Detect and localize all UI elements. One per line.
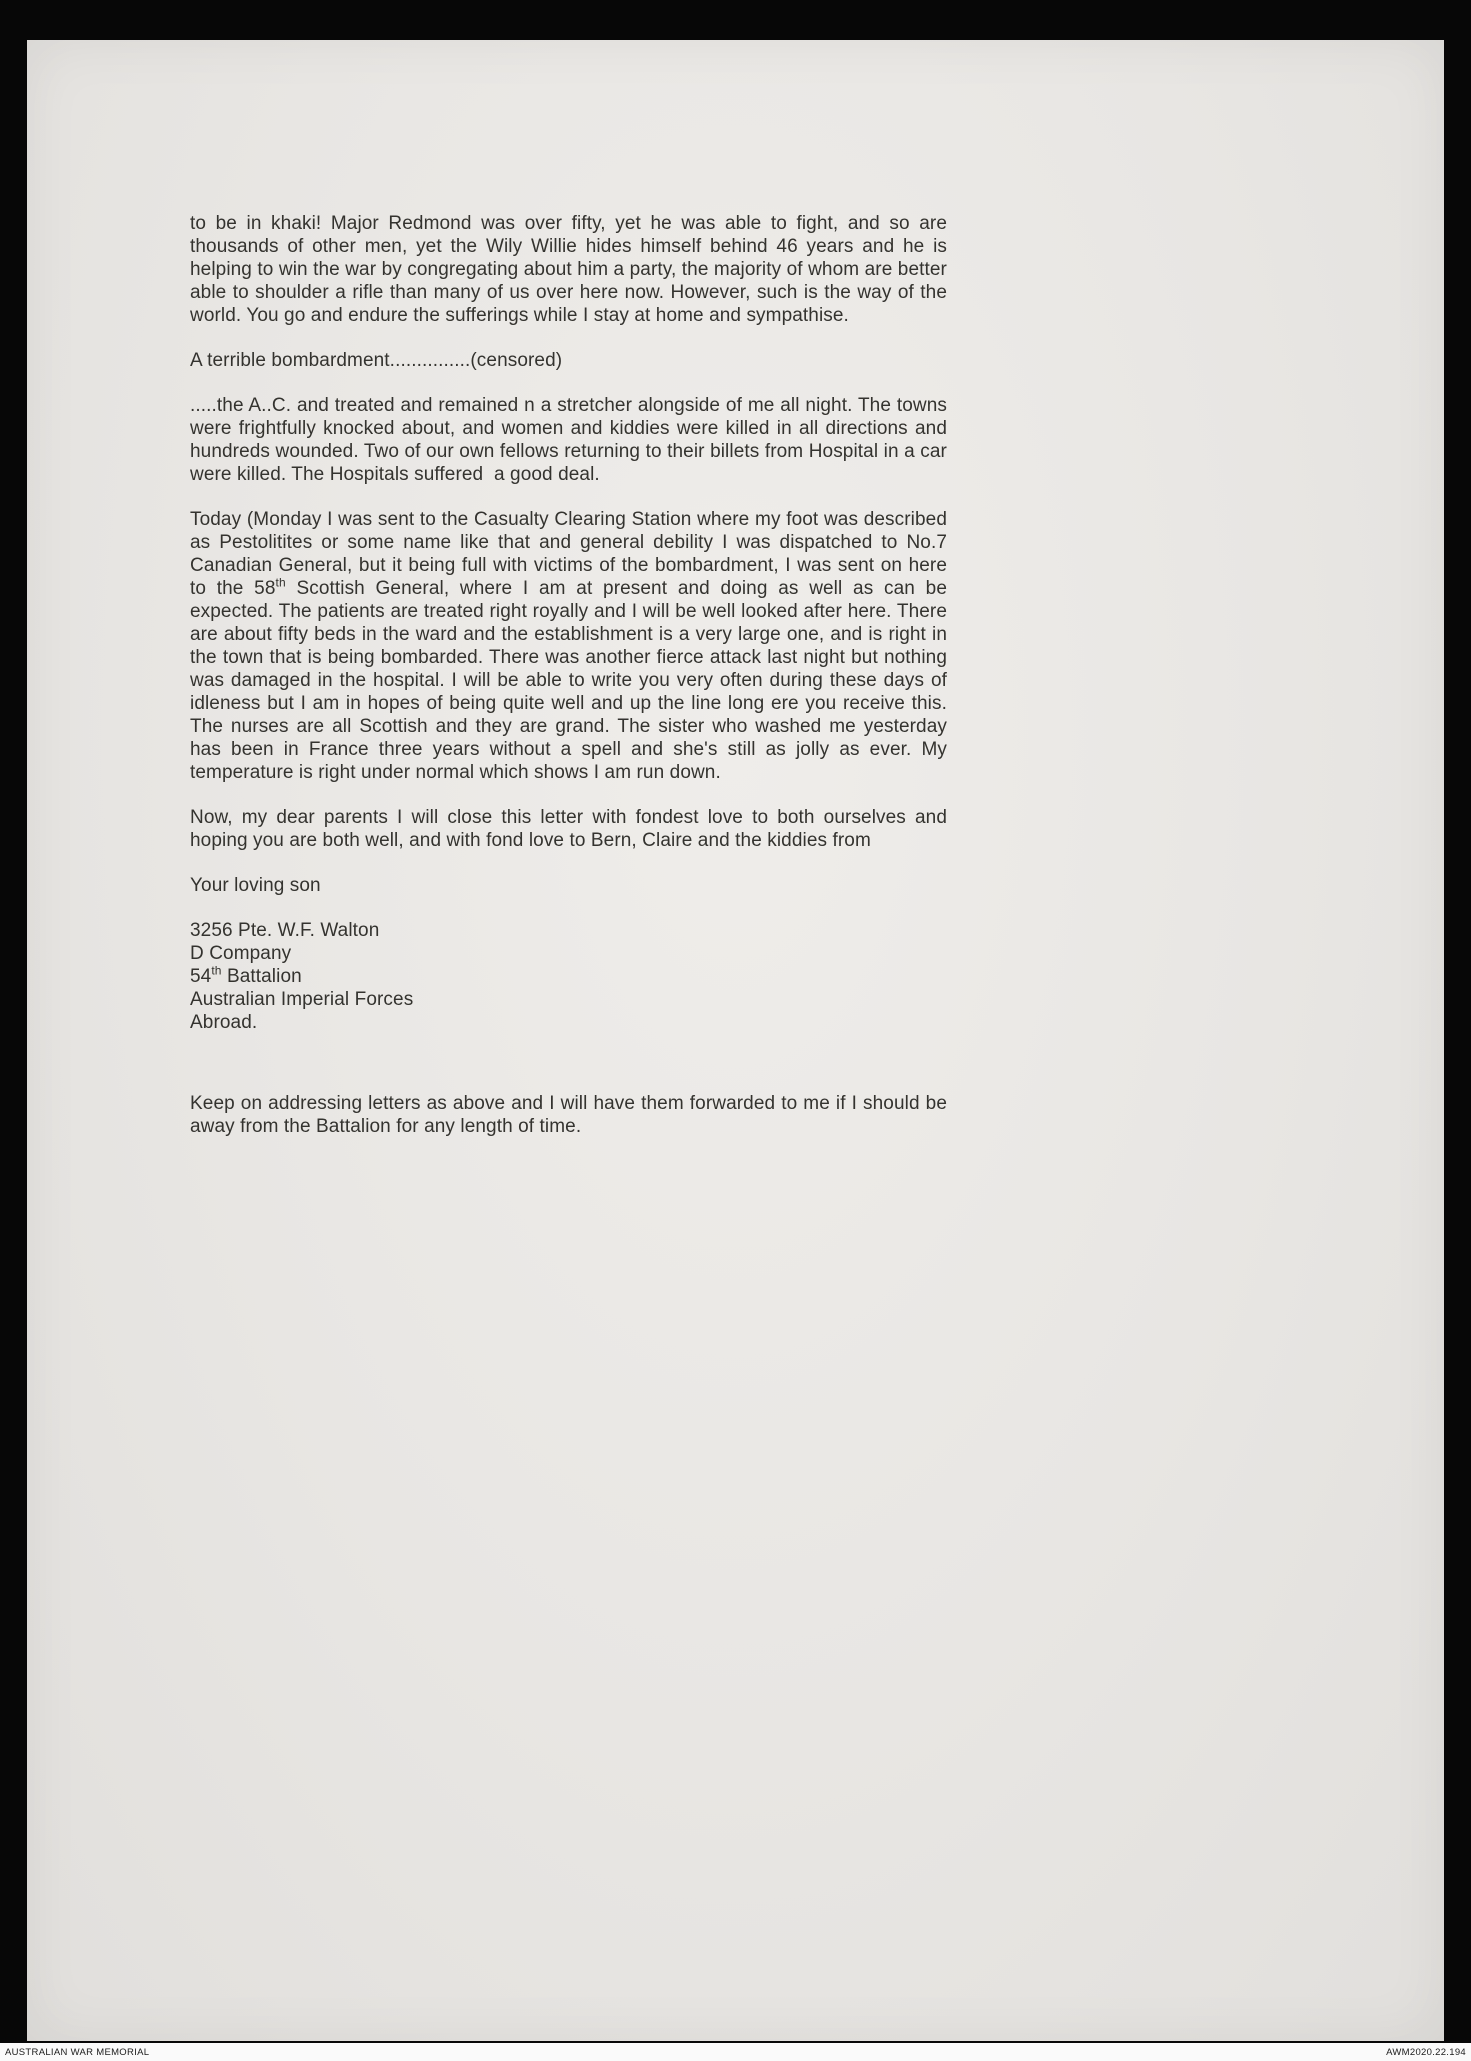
paragraph-4-text-before-superscript: Today (Monday I was sent to the Casualty Clearing Station where my foot was described as Pestolitites or some name like that and general debility I was dispatched to No.7 Canadian General, but it being full with victims of the bombardment, I was sent on here to the 58 bbox=[190, 509, 947, 599]
battalion-number: 54 bbox=[190, 966, 212, 987]
paragraph-4-text-after-superscript: Scottish General, where I am at present and doing as well as can be expected. The patients are treated right royally and I will be well looked after here. There are about fifty beds in the ward and the establishment is a very large one, and is right in the town that is being bombarded. There was another fierce attack last night but nothing was damaged in the hospital. I will be able to write you very often during these days of idleness but I am in hopes of being quite well and up the line long ere you receive this. The nurses are all Scottish and they are grand. The sister who washed me yesterday has been in France three years without a spell and she's still as jolly as ever. My temperature is right under normal which shows I am run down. bbox=[190, 578, 947, 783]
archive-name-label: AUSTRALIAN WAR MEMORIAL bbox=[5, 2046, 150, 2058]
letter-postscript: Keep on addressing letters as above and I will have them forwarded to me if I should be away from the Battalion for any length of time. bbox=[190, 1093, 947, 1137]
letter-paragraph-4 bbox=[190, 508, 947, 784]
letter-paragraph-5: Now, my dear parents I will close this letter with fondest love to both ourselves and hoping you are both well, and with fond love to Bern, Claire and the kiddies from bbox=[190, 807, 947, 851]
archive-footer bbox=[0, 2043, 1471, 2061]
signature-line-battalion bbox=[190, 965, 947, 988]
letter-paragraph-1: to be in khaki! Major Redmond was over fifty, yet he was able to fight, and so are thousands of other men, yet the Wily Willie hides himself behind 46 years and he is helping to win the war by congregating about him a party, the majority of whom are better able to shoulder a rifle than many of us over here now. However, such is the way of the world. You go and endure the sufferings while I stay at home and sympathise. bbox=[190, 213, 947, 326]
catalog-number-label: AWM2020.22.194 bbox=[1386, 2046, 1466, 2058]
paragraph-4-ordinal-superscript: th bbox=[275, 575, 286, 590]
letter-paragraph-3: .....the A..C. and treated and remained n a stretcher alongside of me all night. The towns were frightfully knocked about, and women and kiddies were killed in all directions and hundreds wounded. Two of our own fellows returning to their billets from Hospital in a car were killed. The Hospitals suffered a good deal. bbox=[190, 395, 947, 485]
signature-line-abroad: Abroad. bbox=[190, 1012, 258, 1033]
letter-page bbox=[27, 40, 1444, 2041]
letter-paragraph-2-censored-line: A terrible bombardment...............(censored) bbox=[190, 350, 563, 371]
signature-line-forces: Australian Imperial Forces bbox=[190, 989, 414, 1010]
letter-text-block bbox=[190, 212, 947, 1157]
battalion-ordinal-superscript: th bbox=[211, 963, 222, 978]
signature-line-company: D Company bbox=[190, 943, 292, 964]
signature-line-name: 3256 Pte. W.F. Walton bbox=[190, 920, 380, 941]
battalion-label: Battalion bbox=[221, 966, 302, 987]
signature-block bbox=[190, 919, 947, 1034]
letter-valediction: Your loving son bbox=[190, 875, 321, 896]
